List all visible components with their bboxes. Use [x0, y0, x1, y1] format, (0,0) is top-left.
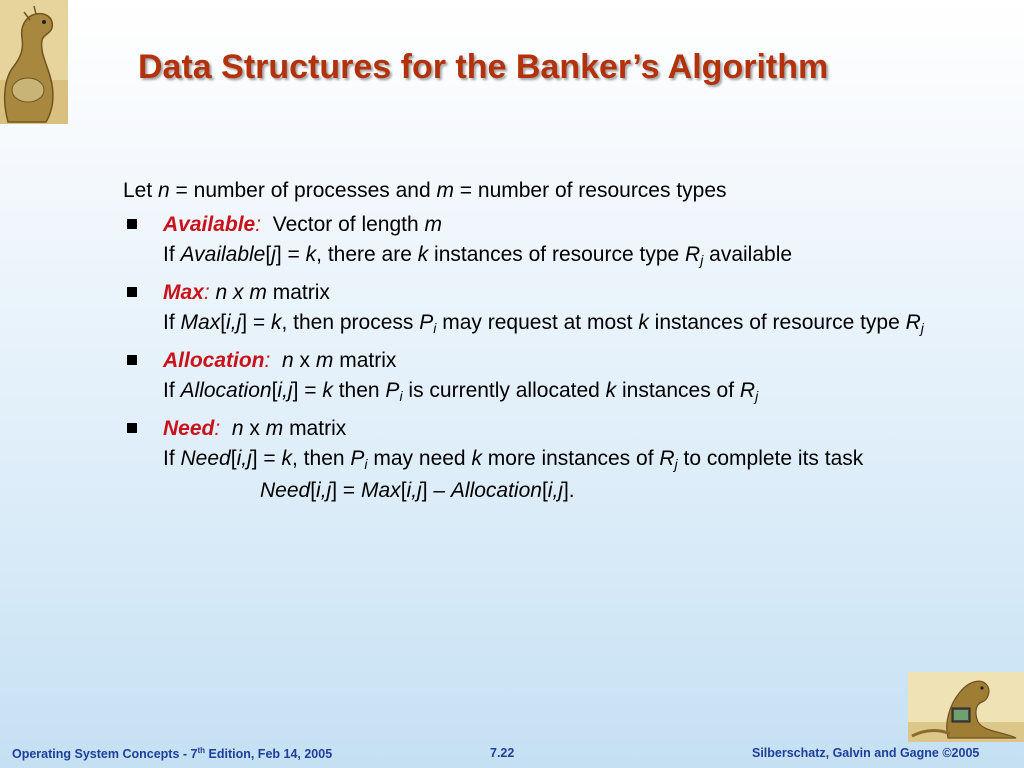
list-item-available	[123, 210, 943, 270]
keyword-colon: :	[214, 417, 221, 440]
list-item-allocation	[123, 346, 943, 406]
subscript-i: i	[399, 388, 403, 404]
item-heading	[163, 414, 943, 444]
detail-text: then	[332, 379, 386, 402]
formula-need: Need	[260, 479, 311, 502]
item-desc: x	[243, 417, 266, 440]
detail-text: ] =	[275, 243, 306, 266]
detail-name: Allocation	[180, 379, 272, 402]
detail-text: may need	[367, 447, 472, 470]
var-r: R	[685, 243, 701, 266]
var-p: P	[350, 447, 365, 470]
subscript-i: i	[433, 320, 437, 336]
keyword-colon: :	[203, 281, 210, 304]
keyword-need: Need	[163, 417, 215, 440]
var-k: k	[605, 379, 617, 402]
var-k: k	[305, 243, 317, 266]
footer-text: Edition, Feb 14, 2005	[205, 747, 333, 761]
var-n: n	[231, 417, 244, 440]
footer-sup: th	[197, 746, 206, 755]
subscript-j: j	[674, 456, 678, 472]
footer-course	[12, 746, 332, 761]
keyword-available: Available	[163, 213, 256, 236]
formula-bracket: [	[310, 479, 317, 502]
square-bullet-icon	[127, 287, 137, 297]
detail-text: , there are	[316, 243, 418, 266]
item-desc	[270, 349, 282, 372]
item-desc: x	[293, 349, 316, 372]
list-item-max	[123, 278, 943, 338]
detail-text: , then process	[281, 311, 420, 334]
item-heading	[163, 346, 943, 376]
subscript-j: j	[920, 320, 924, 336]
footer-copyright: Silberschatz, Galvin and Gagne ©2005	[752, 746, 980, 760]
formula-text: ] =	[331, 479, 361, 502]
item-detail	[163, 444, 943, 474]
detail-text: instances of resource type	[428, 243, 686, 266]
item-heading	[163, 210, 943, 240]
detail-text: [	[265, 243, 272, 266]
item-desc: matrix	[266, 281, 330, 304]
detail-text: If	[163, 311, 181, 334]
keyword-max: Max	[163, 281, 204, 304]
intro-text: = number of resources types	[453, 179, 727, 202]
var-ij: i,j	[236, 447, 252, 470]
var-m: m	[265, 417, 284, 440]
var-m: m	[424, 213, 442, 236]
var-r: R	[739, 379, 756, 402]
item-detail	[163, 376, 943, 406]
detail-text: instances of resource type	[648, 311, 906, 334]
detail-text: [	[230, 447, 237, 470]
formula-bracket: [	[541, 479, 548, 502]
var-ij: i,j	[406, 479, 422, 502]
item-desc: matrix	[283, 417, 347, 440]
subscript-j: j	[755, 388, 759, 404]
var-k: k	[638, 311, 649, 334]
var-ij: i,j	[547, 479, 563, 502]
item-heading	[163, 278, 943, 308]
var-r: R	[659, 447, 675, 470]
detail-text: , then	[292, 447, 351, 470]
var-m: m	[315, 349, 334, 372]
var-k: k	[281, 447, 293, 470]
detail-text: ] =	[241, 311, 271, 334]
formula-text: ].	[562, 479, 575, 502]
var-nxm: n x m	[215, 281, 267, 304]
var-n: n	[158, 179, 170, 202]
detail-text: to complete its task	[677, 447, 864, 470]
var-m: m	[436, 179, 454, 202]
var-ij: i,j	[316, 479, 332, 502]
item-detail	[163, 240, 943, 270]
detail-name: Need	[180, 447, 231, 470]
footer-page-number: 7.22	[490, 746, 515, 760]
formula-allocation: Allocation	[450, 479, 542, 502]
detail-text: available	[703, 243, 793, 266]
detail-text: ] =	[251, 447, 282, 470]
detail-text: more instances of	[481, 447, 660, 470]
var-j: j	[271, 243, 276, 266]
var-p: P	[419, 311, 434, 334]
intro-text: Let	[123, 179, 159, 202]
detail-text: ] =	[292, 379, 323, 402]
intro-line	[123, 176, 943, 206]
footer-text: Operating System Concepts - 7	[12, 747, 198, 761]
formula-bracket: [	[400, 479, 407, 502]
keyword-colon: :	[255, 213, 262, 236]
dinosaur-logo-icon	[0, 0, 68, 124]
detail-text: is currently allocated	[402, 379, 606, 402]
formula-text: ] –	[421, 479, 451, 502]
var-k: k	[471, 447, 482, 470]
square-bullet-icon	[127, 355, 137, 365]
detail-text: If	[163, 379, 181, 402]
intro-text: = number of processes and	[169, 179, 437, 202]
detail-text: If	[163, 243, 181, 266]
subscript-j: j	[700, 252, 704, 268]
keyword-colon: :	[264, 349, 271, 372]
detail-name: Available	[180, 243, 266, 266]
formula-max: Max	[361, 479, 401, 502]
list-item-need	[123, 414, 943, 506]
var-ij: i,j	[226, 311, 242, 334]
detail-text: may request at most	[436, 311, 639, 334]
detail-text: instances of	[616, 379, 740, 402]
square-bullet-icon	[127, 219, 137, 229]
slide-title: Data Structures for the Banker’s Algorithm	[138, 48, 829, 86]
detail-text: If	[163, 447, 181, 470]
var-k: k	[322, 379, 333, 402]
detail-text: [	[220, 311, 227, 334]
detail-name: Max	[180, 311, 221, 334]
subscript-i: i	[364, 456, 368, 472]
dinosaur-laptop-icon	[908, 672, 1024, 742]
need-formula	[163, 476, 943, 506]
detail-text: [	[271, 379, 278, 402]
var-r: R	[905, 311, 921, 334]
item-desc: Vector of length	[261, 213, 425, 236]
var-p: P	[385, 379, 400, 402]
square-bullet-icon	[127, 423, 137, 433]
var-n: n	[282, 349, 294, 372]
item-desc: matrix	[333, 349, 397, 372]
var-k: k	[417, 243, 429, 266]
keyword-allocation: Allocation	[163, 349, 265, 372]
slide-body	[123, 176, 943, 514]
var-ij: i,j	[277, 379, 293, 402]
item-detail	[163, 308, 943, 338]
item-desc	[220, 417, 232, 440]
var-k: k	[271, 311, 282, 334]
